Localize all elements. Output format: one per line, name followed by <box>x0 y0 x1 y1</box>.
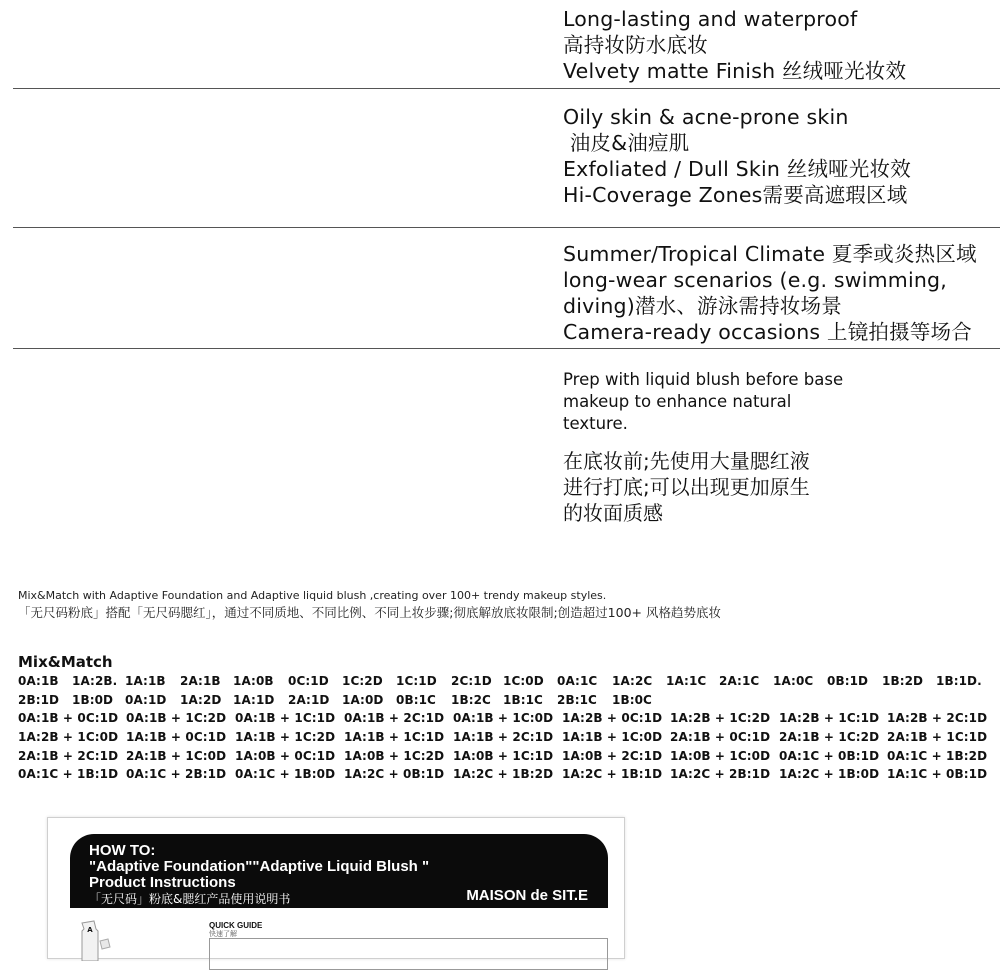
text-line: texture. <box>563 414 628 433</box>
bottle-icon <box>68 919 112 961</box>
text-line: Prep with liquid blush before base <box>563 370 844 389</box>
mixmatch-combo: 2C:1D <box>451 674 492 688</box>
text-line: Camera-ready occasions 上镜拍摄等场合 <box>563 320 972 344</box>
mixmatch-combo: 1A:0B + 1C:2D <box>344 749 445 763</box>
mixmatch-combo: 1A:0B + 1C:1D <box>453 749 554 763</box>
text-line: Oily skin & acne-prone skin <box>563 105 849 129</box>
row-3-text <box>563 241 1000 345</box>
quick-guide-title: QUICK GUIDE <box>209 921 263 930</box>
mixmatch-combo: 1B:0D <box>72 693 114 707</box>
text-line: Hi-Coverage Zones需要高遮瑕区域 <box>563 183 908 207</box>
mixmatch-combo: 1A:0B + 1C:0D <box>670 749 771 763</box>
mixmatch-combo: 0A:1C + 0B:1D <box>779 749 880 763</box>
mixmatch-combo: 0A:1B + 2C:1D <box>344 711 445 725</box>
text-line: 油皮&油痘肌 <box>563 131 690 155</box>
divider <box>13 348 1000 349</box>
mixmatch-combo: 1B:2C <box>451 693 491 707</box>
mixmatch-combo: 2A:1B + 1C:2D <box>779 730 880 744</box>
mixmatch-combo: 1A:2B + 1C:2D <box>670 711 771 725</box>
mixmatch-combo: 1A:0C <box>773 674 814 688</box>
mixmatch-combo: 0A:1B + 1C:1D <box>235 711 336 725</box>
mixmatch-combo: 1C:0D <box>503 674 544 688</box>
mixmatch-combo: 1A:2C <box>612 674 653 688</box>
row-1-text <box>563 6 1000 84</box>
text-line: long-wear scenarios (e.g. swimming, <box>563 268 947 292</box>
instruction-card <box>47 817 625 959</box>
quick-guide-zh: 快速了解 <box>209 931 237 938</box>
card-products: "Adaptive Foundation""Adaptive Liquid Blush " <box>89 858 430 875</box>
quick-guide-label <box>209 921 262 939</box>
mixmatch-combo: 1A:2C + 0B:1D <box>344 767 445 781</box>
mixmatch-combo: 1B:1C <box>503 693 543 707</box>
mixmatch-combo: 0A:1C + 1B:1D <box>18 767 119 781</box>
mixmatch-combo: 1A:1B <box>125 674 166 688</box>
text-line: 高持妆防水底妆 <box>563 33 708 57</box>
mixmatch-intro <box>18 588 721 622</box>
intro-zh: 「无尺码粉底」搭配「无尺码腮红」，通过不同质地、不同比例、不同上妆步骤;彻底解放底妆限制;创造超过100+ 风格趋势底妆 <box>18 605 721 620</box>
mixmatch-combo: 1A:2B + 1C:0D <box>18 730 119 744</box>
mixmatch-combo: 0A:1D <box>125 693 167 707</box>
mixmatch-combo: 2A:1B + 0C:1D <box>670 730 771 744</box>
mixmatch-combo: 0B:1D <box>827 674 869 688</box>
mixmatch-combo: 1A:2C + 1B:0D <box>779 767 880 781</box>
mixmatch-combo: 2B:1D <box>18 693 60 707</box>
mixmatch-combo: 1A:0B + 0C:1D <box>235 749 336 763</box>
mixmatch-combo: 1A:2C + 2B:1D <box>670 767 771 781</box>
mixmatch-combo: 2A:1B <box>180 674 221 688</box>
divider <box>13 227 1000 228</box>
text-line: Velvety matte Finish 丝绒哑光妆效 <box>563 59 907 83</box>
divider <box>13 88 1000 89</box>
mixmatch-combo: 0A:1C + 2B:1D <box>126 767 227 781</box>
mixmatch-combo: 1B:1D. <box>936 674 982 688</box>
mixmatch-combo: 1A:2C + 1B:2D <box>453 767 554 781</box>
mixmatch-combo: 0C:1D <box>288 674 329 688</box>
text-line: 在底妆前;先使用大量腮红液 <box>563 449 810 473</box>
text-line: diving)潜水、游泳需持妆场景 <box>563 294 842 318</box>
text-line: makeup to enhance natural <box>563 392 792 411</box>
mixmatch-combo: 1A:1C <box>666 674 707 688</box>
mixmatch-combo: 1A:2B + 0C:1D <box>562 711 663 725</box>
brand-logo: MAISON de SIT.E <box>466 887 588 904</box>
mixmatch-combo: 1B:0C <box>612 693 652 707</box>
mixmatch-combo: 1C:2D <box>342 674 383 688</box>
mixmatch-combo: 0A:1C + 1B:2D <box>887 749 988 763</box>
mixmatch-combo: 0A:1C + 1B:0D <box>235 767 336 781</box>
intro-en: Mix&Match with Adaptive Foundation and Adaptive liquid blush ,creating over 100+ trendy makeup styles. <box>18 589 607 602</box>
mixmatch-combo: 2B:1C <box>557 693 597 707</box>
text-line: 进行打底;可以出现更加原生 <box>563 475 810 499</box>
mixmatch-combo: 1A:2B + 2C:1D <box>887 711 988 725</box>
mixmatch-combo: 1A:1B + 1C:0D <box>562 730 663 744</box>
mixmatch-combo: 0B:1C <box>396 693 436 707</box>
mixmatch-combo: 1A:2B + 1C:1D <box>779 711 880 725</box>
mixmatch-combo: 0A:1C <box>557 674 598 688</box>
mixmatch-combo: 1A:0B <box>233 674 274 688</box>
mixmatch-combo: 1A:2B. <box>72 674 118 688</box>
mixmatch-combo: 0A:1B <box>18 674 59 688</box>
mixmatch-combo: 1A:2C + 1B:1D <box>562 767 663 781</box>
mixmatch-combo: 1A:2D <box>180 693 222 707</box>
card-how-to: HOW TO: <box>89 842 156 859</box>
mixmatch-combo: 1B:2D <box>882 674 924 688</box>
mixmatch-combo: 0A:1B + 1C:2D <box>126 711 227 725</box>
text-line: Exfoliated / Dull Skin 丝绒哑光妆效 <box>563 157 911 181</box>
tip-zh <box>563 448 883 526</box>
mixmatch-combo: 1A:1B + 1C:2D <box>235 730 336 744</box>
mixmatch-combo: 1A:1B + 2C:1D <box>453 730 554 744</box>
text-line: 的妆面质感 <box>563 501 663 525</box>
mixmatch-combo: 2A:1C <box>719 674 760 688</box>
card-zh-title: 「无尺码」粉底&腮红产品使用说明书 <box>89 892 291 906</box>
card-instructions: Product Instructions <box>89 874 236 891</box>
mixmatch-combo: 1A:1C + 0B:1D <box>887 767 988 781</box>
mixmatch-combo: 1C:1D <box>396 674 437 688</box>
mixmatch-combo: 1A:0B + 2C:1D <box>562 749 663 763</box>
mixmatch-combo: 0A:1B + 1C:0D <box>453 711 554 725</box>
card-header <box>70 834 608 908</box>
mixmatch-combo: 2A:1B + 1C:0D <box>126 749 227 763</box>
mixmatch-combo: 2A:1B + 1C:1D <box>887 730 988 744</box>
mixmatch-combo: 1A:1B + 1C:1D <box>344 730 445 744</box>
mixmatch-title: Mix&Match <box>18 653 113 671</box>
row-4-text <box>563 369 883 526</box>
mixmatch-combo: 2A:1B + 2C:1D <box>18 749 119 763</box>
text-line: Long-lasting and waterproof <box>563 7 858 31</box>
mixmatch-combo: 0A:1B + 0C:1D <box>18 711 119 725</box>
row-2-text <box>563 104 1000 208</box>
mixmatch-combo: 2A:1D <box>288 693 330 707</box>
bottle-label: A <box>87 926 93 934</box>
mixmatch-combo: 1A:0D <box>342 693 384 707</box>
mixmatch-combo: 1A:1D <box>233 693 275 707</box>
mixmatch-combo: 1A:1B + 0C:1D <box>126 730 227 744</box>
text-line: Summer/Tropical Climate 夏季或炎热区域 <box>563 242 977 266</box>
